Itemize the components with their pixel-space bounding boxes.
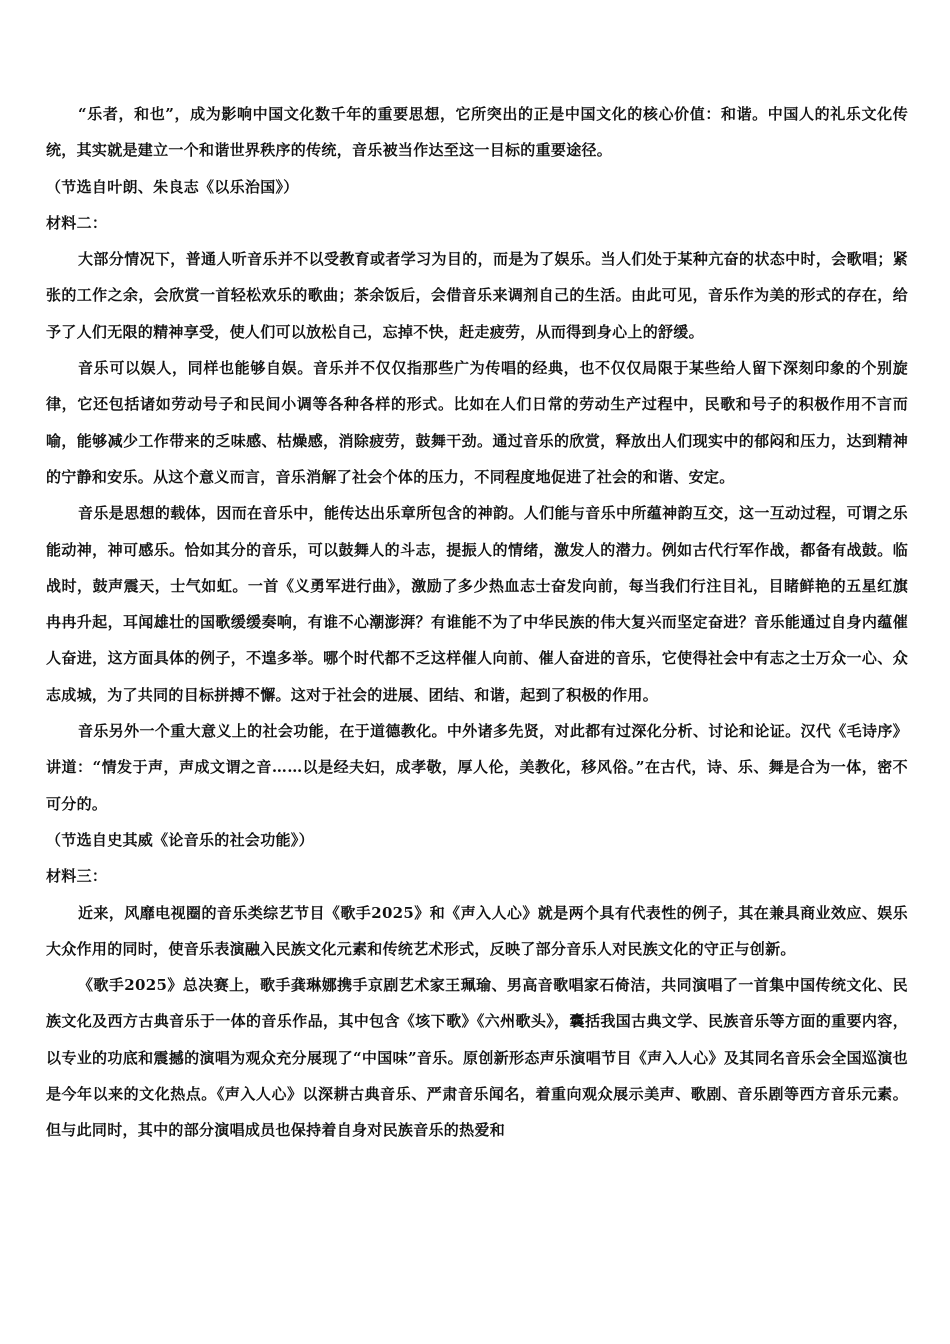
- paragraph-moral-education: 音乐另外一个重大意义上的社会功能，在于道德教化。中外诸多先贤，对此都有过深化分析、讨论和论证。汉代《毛诗序》讲道：“情发于声，声成文谓之音……以是经夫妇，成孝敬，厚人伦，美教化，移风俗。”在古代，诗、乐、舞是合为一体，密不可分的。: [46, 722, 908, 813]
- paragraph-self-entertainment: 音乐可以娱人，同样也能够自娱。音乐并不仅仅指那些广为传唱的经典，也不仅仅局限于某些给人留下深刻印象的个别旋律，它还包括诸如劳动号子和民间小调等各种各样的形式。比如在人们日常的劳动生产过程中，民歌和号子的积极作用不言而喻，能够减少工作带来的乏味感、枯燥感，消除疲劳，鼓舞干劲。通过音乐的欣赏，释放出人们现实中的郁闷和压力，达到精神的宁静和安乐。从这个意义而言，音乐消解了社会个体的压力，不同程度地促进了社会的和谐、安定。: [46, 359, 908, 486]
- source-citation-1: （节选自叶朗、朱良志《以乐治国》）: [46, 177, 299, 196]
- source-citation-2: （节选自史其威《论音乐的社会功能》）: [46, 830, 314, 849]
- section-heading-material-3: 材料三：: [46, 867, 108, 886]
- paragraph-variety-shows: 近来，风靡电视圈的音乐类综艺节目《歌手2025》和《声入人心》就是两个具有代表性的例子，其在兼具商业效应、娱乐大众作用的同时，使音乐表演融入民族文化元素和传统艺术形式，反映了部分音乐人对民族文化的守正与创新。: [46, 903, 908, 958]
- section-heading-material-2: 材料二：: [46, 213, 108, 232]
- paragraph-carrier-of-thought: 音乐是思想的载体，因而在音乐中，能传达出乐章所包含的神韵。人们能与音乐中所蕴神韵互交，这一互动过程，可谓之乐能动神，神可感乐。恰如其分的音乐，可以鼓舞人的斗志，提振人的情绪，激发人的潜力。例如古代行军作战，都备有战鼓。临战时，鼓声震天，士气如虹。一首《义勇军进行曲》，激励了多少热血志士奋发向前，每当我们行注目礼，目睹鲜艳的五星红旗冉冉升起，耳闻雄壮的国歌缓缓奏响，有谁不心潮澎湃？有谁能不为了中华民族的伟大复兴而坚定奋进？音乐能通过自身内蕴催人奋进，这方面具体的例子，不遑多举。哪个时代都不乏这样催人向前、催人奋进的音乐，它使得社会中有志之士万众一心、众志成城，为了共同的目标拼搏不懈。这对于社会的进展、团结、和谐，起到了积极的作用。: [46, 504, 908, 704]
- paragraph-yue-zhe-he-ye: “乐者，和也”，成为影响中国文化数千年的重要思想，它所突出的正是中国文化的核心价值：和谐。中国人的礼乐文化传统，其实就是建立一个和谐世界秩序的传统，音乐被当作达至这一目标的重要途径。: [46, 105, 908, 160]
- paragraph-singer-2025-final: 《歌手2025》总决赛上，歌手龚琳娜携手京剧艺术家王珮瑜、男高音歌唱家石倚洁，共同演唱了一首集中国传统文化、民族文化及西方古典音乐于一体的音乐作品，其中包含《垓下歌》《六州歌头》，囊括我国古典文学、民族音乐等方面的重要内容，以专业的功底和震撼的演唱为观众充分展现了“中国味”音乐。原创新形态声乐演唱节目《声入人心》及其同名音乐会全国巡演也是今年以来的文化热点。《声入人心》以深耕古典音乐、严肃音乐闻名，着重向观众展示美声、歌剧、音乐剧等西方音乐元素。但与此同时，其中的部分演唱成员也保持着自身对民族音乐的热爱和: [46, 976, 908, 1140]
- document-body: [46, 96, 908, 1149]
- paragraph-entertainment: 大部分情况下，普通人听音乐并不以受教育或者学习为目的，而是为了娱乐。当人们处于某种亢奋的状态中时，会歌唱；紧张的工作之余，会欣赏一首轻松欢乐的歌曲；茶余饭后，会借音乐来调剂自己的生活。由此可见，音乐作为美的形式的存在，给予了人们无限的精神享受，使人们可以放松自己，忘掉不快，赶走疲劳，从而得到身心上的舒缓。: [46, 250, 908, 341]
